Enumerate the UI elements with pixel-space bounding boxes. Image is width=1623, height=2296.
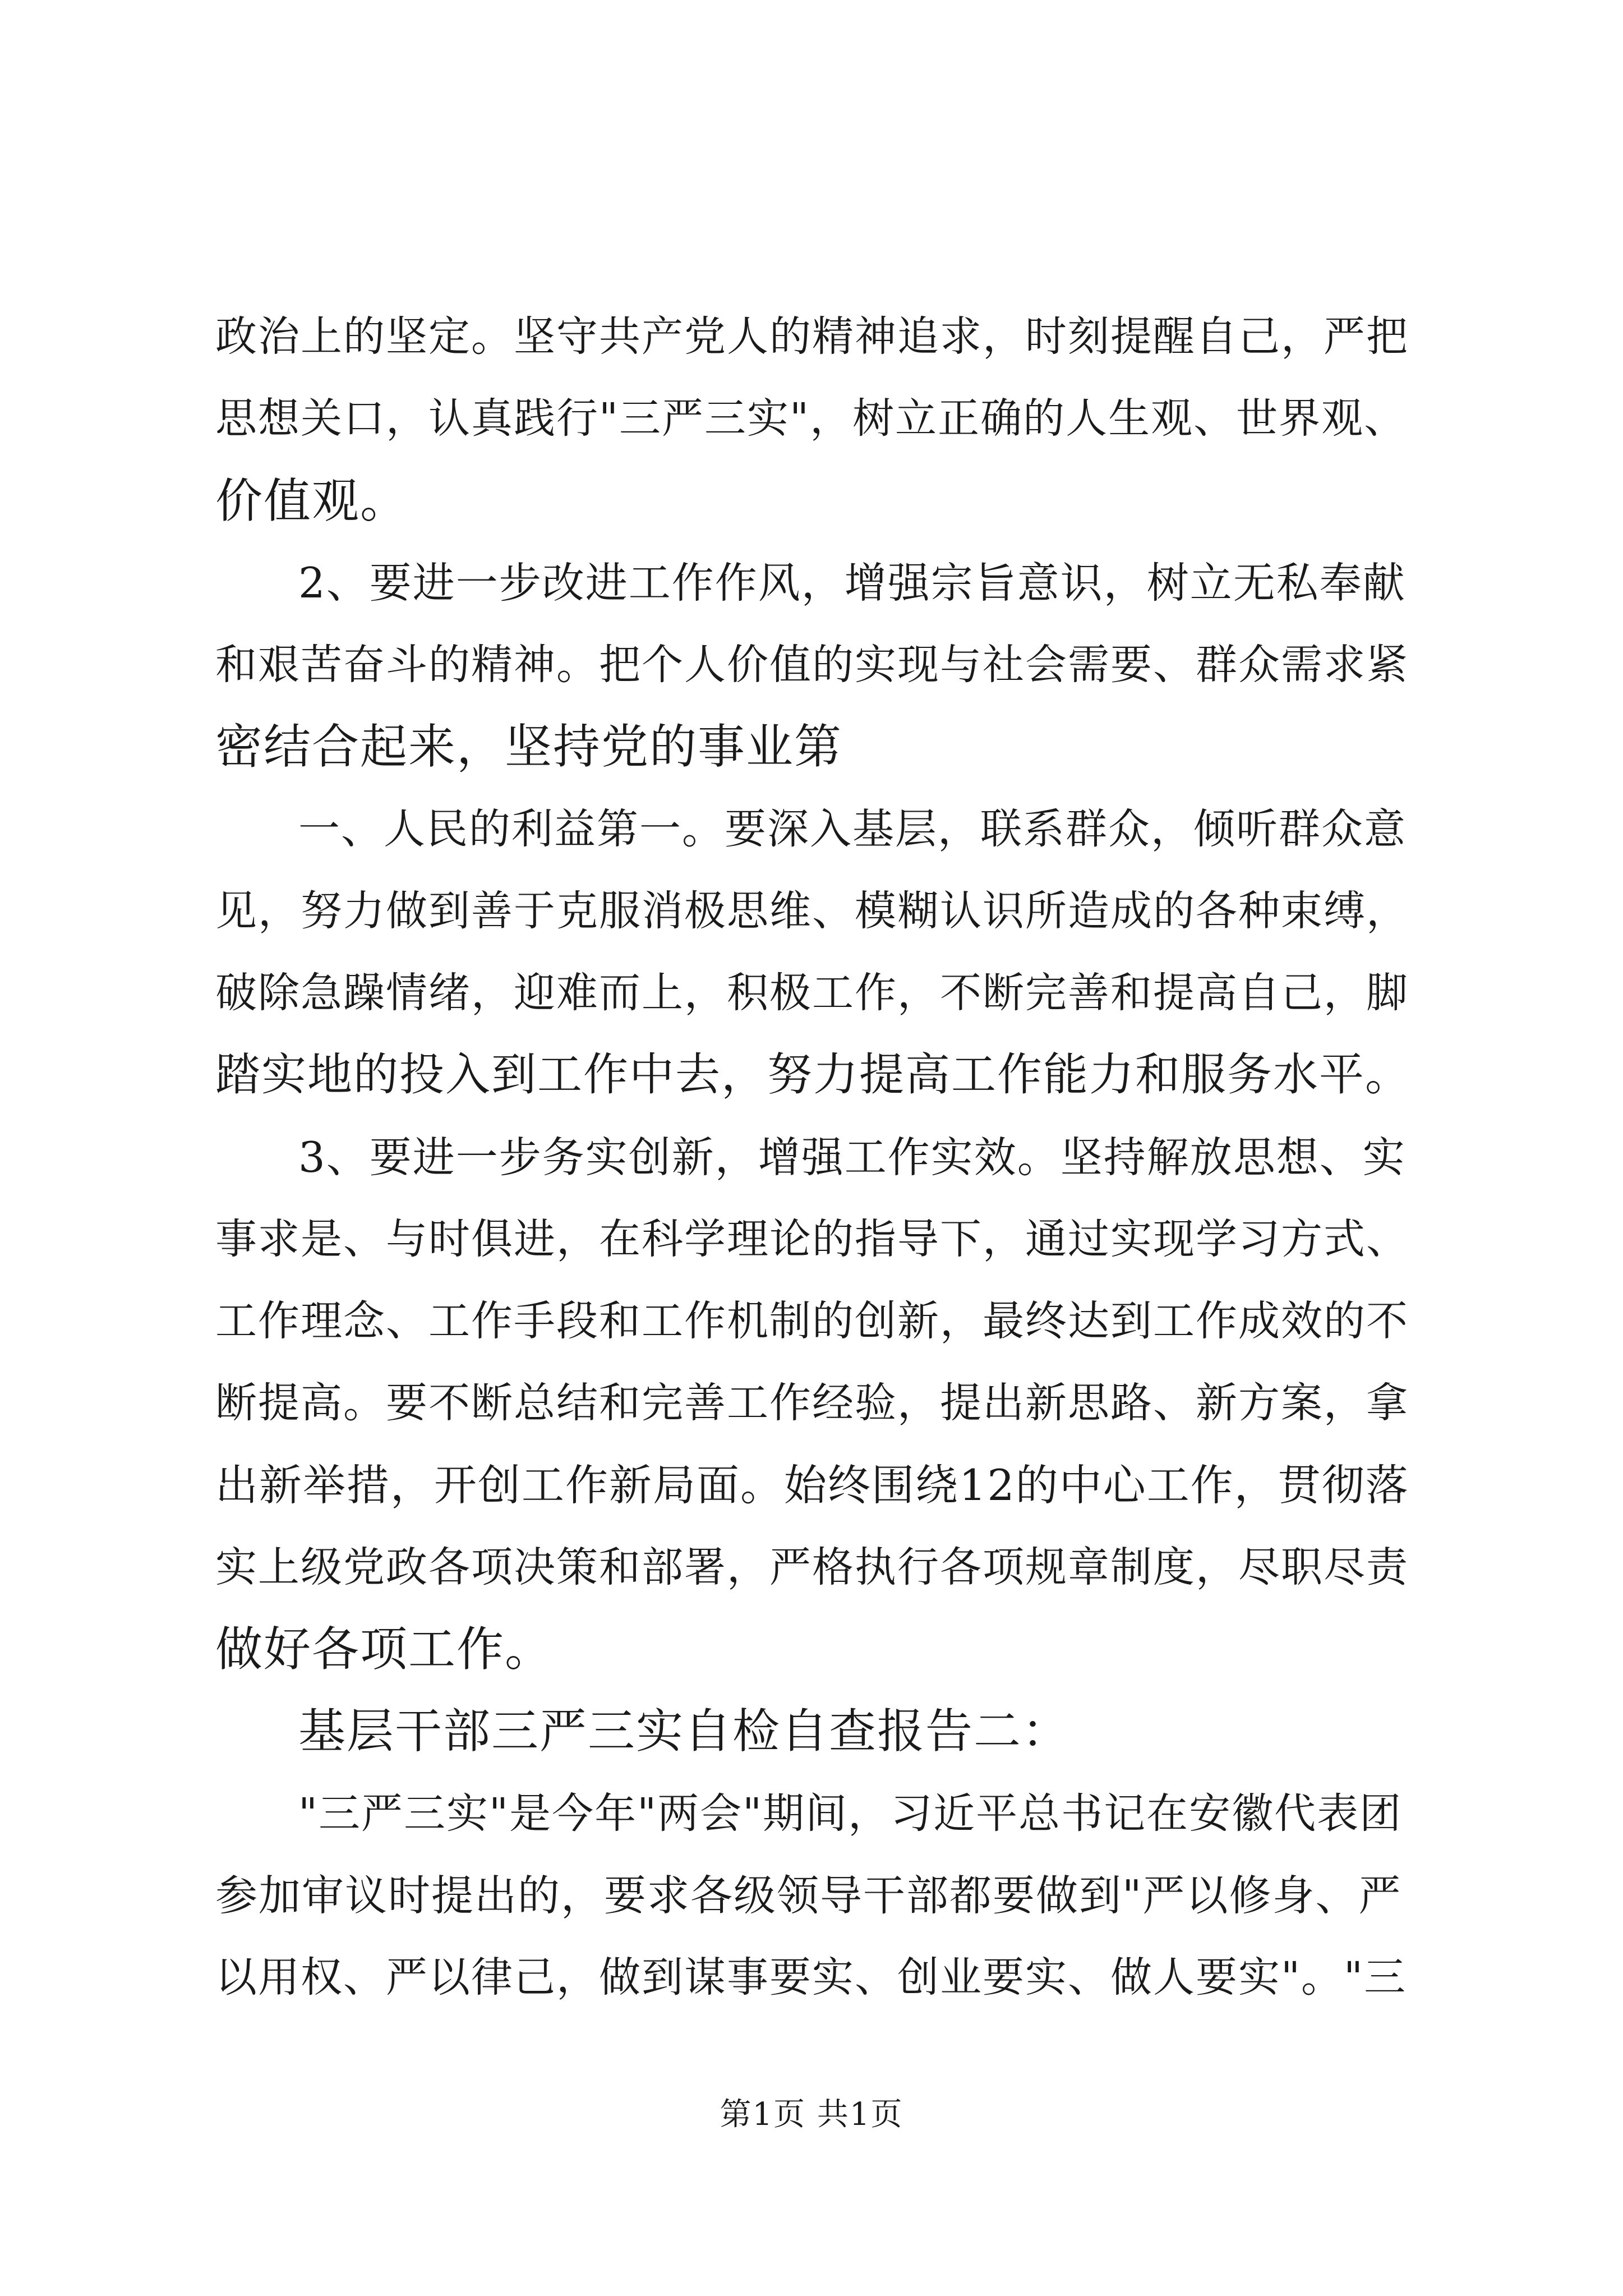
body-line-21: 以用权、严以律己，做到谋事要实、创业要实、做人要实"。"三 xyxy=(215,1953,1407,2001)
body-line-17: 做好各项工作。 xyxy=(215,1622,554,1677)
body-line-2: 思想关口，认真践行"三严三实"，树立正确的人生观、世界观、 xyxy=(215,394,1407,443)
body-line-7: 一、人民的利益第一。要深入基层，联系群众，倾听群众意 xyxy=(298,805,1407,853)
body-line-10: 踏实地的投入到工作中去，努力提高工作能力和服务水平。 xyxy=(215,1048,1411,1101)
body-line-12: 事求是、与时俱进，在科学理论的指导下，通过实现学习方式、 xyxy=(215,1215,1409,1263)
body-line-16: 实上级党政各项决策和部署，严格执行各项规章制度，尽职尽责 xyxy=(215,1543,1409,1591)
body-line-1: 政治上的坚定。坚守共产党人的精神追求，时刻提醒自己，严把 xyxy=(215,312,1409,361)
body-line-8: 见，努力做到善于克服消极思维、模糊认识所造成的各种束缚， xyxy=(215,887,1409,935)
body-line-5: 和艰苦奋斗的精神。把个人价值的实现与社会需要、群众需求紧 xyxy=(215,641,1409,689)
body-line-6: 密结合起来，坚持党的事业第 xyxy=(215,719,843,774)
body-line-9: 破除急躁情绪，迎难而上，积极工作，不断完善和提高自己，脚 xyxy=(215,969,1409,1017)
body-line-4: 2、要进一步改进工作作风，增强宗旨意识，树立无私奉献 xyxy=(298,558,1406,608)
body-line-15: 出新举措，开创工作新局面。始终围绕12的中心工作，贯彻落 xyxy=(215,1460,1409,1510)
body-line-19: "三严三实"是今年"两会"期间，习近平总书记在安徽代表团 xyxy=(298,1789,1403,1838)
body-line-20: 参加审议时提出的，要求各级领导干部都要做到"严以修身、严 xyxy=(215,1871,1402,1920)
section-heading: 基层干部三严三实自检自查报告二： xyxy=(298,1704,1071,1759)
page-footer: 第1页 共1页 xyxy=(720,2096,903,2133)
body-line-13: 工作理念、工作手段和工作机制的创新，最终达到工作成效的不 xyxy=(215,1297,1409,1345)
body-line-14: 断提高。要不断总结和完善工作经验，提出新思路、新方案，拿 xyxy=(215,1379,1409,1427)
body-line-11: 3、要进一步务实创新，增强工作实效。坚持解放思想、实 xyxy=(298,1133,1406,1182)
body-line-3: 价值观。 xyxy=(215,473,409,528)
